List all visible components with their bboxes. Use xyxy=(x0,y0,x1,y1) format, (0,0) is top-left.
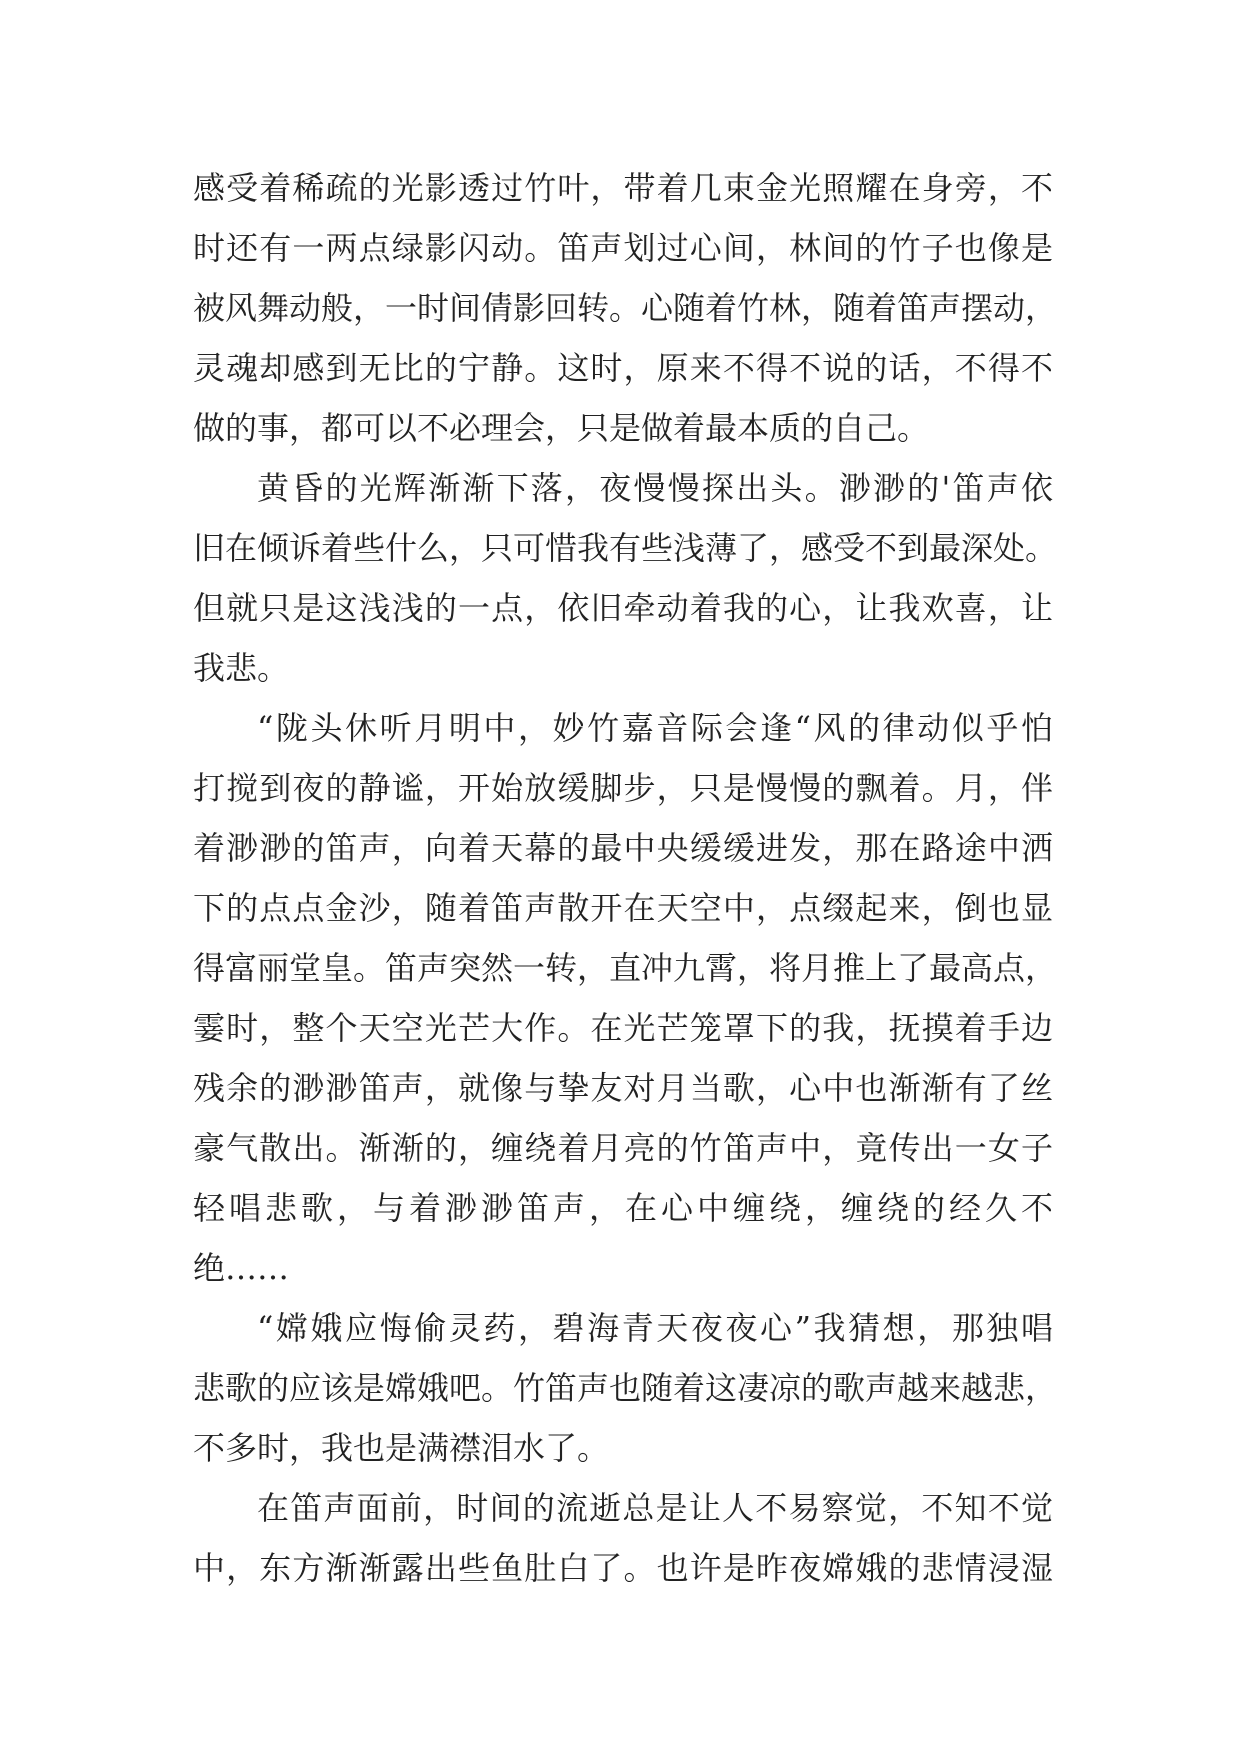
paragraph-5-line-1: 在笛声面前，时间的流逝总是让人不易察觉，不知不觉 xyxy=(257,1489,1053,1527)
paragraph-1-line-4: 灵魂却感到无比的宁静。这时，原来不得不说的话，不得不 xyxy=(193,349,1053,387)
paragraph-3-line-1: “陇头休听月明中，妙竹嘉音际会逢“风的律动似乎怕 xyxy=(257,709,1053,747)
paragraph-1-line-2: 时还有一两点绿影闪动。笛声划过心间，林间的竹子也像是 xyxy=(193,229,1053,267)
paragraph-2-line-4: 我悲。 xyxy=(193,649,290,687)
paragraph-2-line-2: 旧在倾诉着些什么，只可惜我有些浅薄了，感受不到最深处。 xyxy=(193,529,1058,567)
paragraph-3-line-9: 轻唱悲歌，与着渺渺笛声，在心中缠绕，缠绕的经久不 xyxy=(193,1189,1053,1227)
paragraph-3-line-3: 着渺渺的笛声，向着天幕的最中央缓缓进发，那在路途中洒 xyxy=(193,829,1053,867)
paragraph-3-line-10: 绝…… xyxy=(193,1249,290,1287)
paragraph-3-line-2: 打搅到夜的静谧，开始放缓脚步，只是慢慢的飘着。月，伴 xyxy=(193,769,1053,807)
document-body xyxy=(193,158,1058,1598)
paragraph-1-line-3: 被风舞动般，一时间倩影回转。心随着竹林，随着笛声摆动， xyxy=(193,289,1058,327)
paragraph-4-line-3: 不多时，我也是满襟泪水了。 xyxy=(193,1429,610,1467)
paragraph-1-line-5: 做的事，都可以不必理会，只是做着最本质的自己。 xyxy=(193,409,930,447)
paragraph-2-line-1: 黄昏的光辉渐渐下落，夜慢慢探出头。渺渺的'笛声依 xyxy=(257,469,1053,507)
paragraph-2-line-3: 但就只是这浅浅的一点，依旧牵动着我的心，让我欢喜，让 xyxy=(193,589,1053,627)
paragraph-3-line-6: 霎时，整个天空光芒大作。在光芒笼罩下的我，抚摸着手边 xyxy=(193,1009,1053,1047)
paragraph-3-line-7: 残余的渺渺笛声，就像与挚友对月当歌，心中也渐渐有了丝 xyxy=(193,1069,1053,1107)
paragraph-5-line-2: 中，东方渐渐露出些鱼肚白了。也许是昨夜嫦娥的悲情浸湿 xyxy=(193,1549,1053,1587)
paragraph-4-line-2: 悲歌的应该是嫦娥吧。竹笛声也随着这凄凉的歌声越来越悲， xyxy=(193,1369,1058,1407)
paragraph-4-line-1: “嫦娥应悔偷灵药，碧海青天夜夜心”我猜想，那独唱 xyxy=(257,1309,1053,1347)
paragraph-3-line-8: 豪气散出。渐渐的，缠绕着月亮的竹笛声中，竟传出一女子 xyxy=(193,1129,1053,1167)
paragraph-3-line-5: 得富丽堂皇。笛声突然一转，直冲九霄，将月推上了最高点， xyxy=(193,949,1058,987)
paragraph-3-line-4: 下的点点金沙，随着笛声散开在天空中，点缀起来，倒也显 xyxy=(193,889,1053,927)
paragraph-1-line-1: 感受着稀疏的光影透过竹叶，带着几束金光照耀在身旁，不 xyxy=(193,169,1053,207)
